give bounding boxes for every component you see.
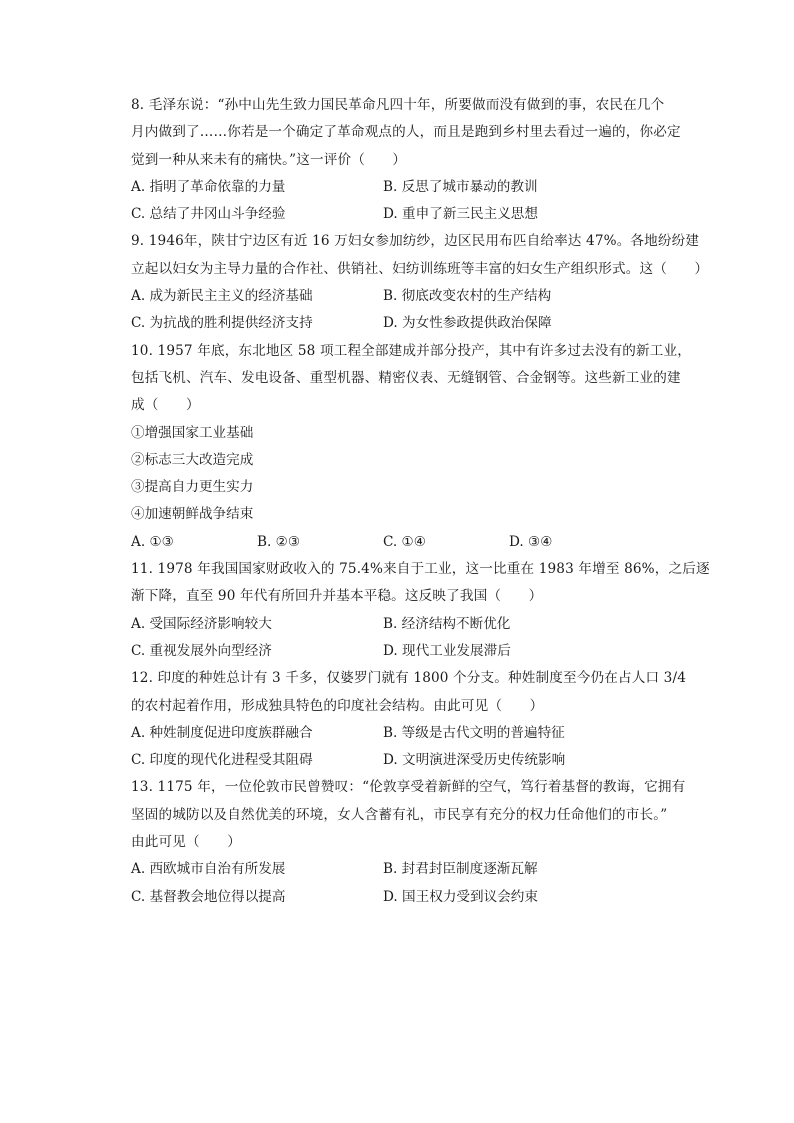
option-b[interactable]: B. 彻底改变农村的生产结构 xyxy=(383,288,552,305)
option-row xyxy=(131,884,691,911)
question-stem-line: 11. 1978 年我国国家财政收入的 75.4%来自于工业，这一比重在 1983 年增至 86%，之后逐 xyxy=(131,561,710,578)
option-a[interactable]: A. ①③ xyxy=(131,533,174,550)
option-c[interactable]: C. 总结了井冈山斗争经验 xyxy=(131,206,286,223)
option-d[interactable]: D. ③④ xyxy=(509,533,553,550)
option-row xyxy=(131,747,691,774)
option-c[interactable]: C. 重视发展外向型经济 xyxy=(131,642,272,659)
question-stem-line: 月内做到了……你若是一个确定了革命观点的人，而且是跑到乡村里去看过一遍的，你必定 xyxy=(131,124,681,141)
question-stem-line: 12. 印度的种姓总计有 3 千多，仅婆罗门就有 1800 个分支。种姓制度至今仍在占人口 3/4 xyxy=(131,670,687,687)
option-row xyxy=(131,310,691,337)
option-row xyxy=(131,638,691,665)
option-b[interactable]: B. 封君封臣制度逐渐瓦解 xyxy=(383,861,538,878)
statement-item: ②标志三大改造完成 xyxy=(131,451,254,468)
option-a[interactable]: A. 种姓制度促进印度族群融合 xyxy=(131,724,313,741)
option-b[interactable]: B. 等级是古代文明的普遍特征 xyxy=(383,724,565,741)
question-13 xyxy=(131,774,691,910)
statement-item: ③提高自力更生实力 xyxy=(131,479,254,496)
option-d[interactable]: D. 为女性参政提供政治保障 xyxy=(383,315,552,332)
option-b[interactable]: B. 反思了城市暴动的教训 xyxy=(383,178,538,195)
option-row xyxy=(131,529,691,556)
option-b[interactable]: B. ②③ xyxy=(257,533,301,550)
question-stem-line: 包括飞机、汽车、发电设备、重型机器、精密仪表、无缝钢管、合金钢等。这些新工业的建 xyxy=(131,369,681,386)
question-stem-line: 立起以妇女为主导力量的合作社、供销社、妇纺训练班等丰富的妇女生产组织形式。这（ ） xyxy=(131,260,709,277)
option-row xyxy=(131,611,691,638)
option-c[interactable]: C. ①④ xyxy=(383,533,426,550)
option-a[interactable]: A. 受国际经济影响较大 xyxy=(131,615,272,632)
option-b[interactable]: B. 经济结构不断优化 xyxy=(383,615,511,632)
question-8 xyxy=(131,92,691,228)
question-stem-line: 10. 1957 年底，东北地区 58 项工程全部建成并部分投产，其中有许多过去没有的新工业， xyxy=(131,342,692,359)
option-row xyxy=(131,283,691,310)
option-c[interactable]: C. 为抗战的胜利提供经济支持 xyxy=(131,315,313,332)
question-stem-line: 觉到一种从来未有的痛快。”这一评价（ ） xyxy=(131,151,407,168)
option-a[interactable]: A. 成为新民主主义的经济基础 xyxy=(131,288,313,305)
option-a[interactable]: A. 指明了革命依靠的力量 xyxy=(131,178,286,195)
question-stem-line: 的农村起着作用，形成独具特色的印度社会结构。由此可见（ ） xyxy=(131,697,544,714)
question-stem-line: 坚固的城防以及自然优美的环境，女人含蓄有礼，市民享有充分的权力任命他们的市长。” xyxy=(131,806,668,823)
option-row xyxy=(131,174,691,201)
option-row xyxy=(131,720,691,747)
option-row xyxy=(131,856,691,883)
question-12 xyxy=(131,665,691,774)
question-11 xyxy=(131,556,710,665)
option-row xyxy=(131,201,691,228)
question-10 xyxy=(131,338,691,556)
statement-item: ④加速朝鲜战争结束 xyxy=(131,506,254,523)
option-d[interactable]: D. 文明演进深受历史传统影响 xyxy=(383,752,566,769)
option-c[interactable]: C. 基督教会地位得以提高 xyxy=(131,888,286,905)
option-d[interactable]: D. 现代工业发展滞后 xyxy=(383,642,511,659)
statement-item: ①增强国家工业基础 xyxy=(131,424,254,441)
question-9 xyxy=(131,228,709,337)
question-stem-line: 由此可见（ ） xyxy=(131,834,241,851)
exam-page xyxy=(131,92,710,911)
question-stem-line: 9. 1946年，陕甘宁边区有近 16 万妇女参加纺纱，边区民用布匹自给率达 47%。各地纷纷建 xyxy=(131,233,700,250)
question-stem-line: 13. 1175 年，一位伦敦市民曾赞叹：“伦敦享受着新鲜的空气，笃行着基督的教诲，它拥有 xyxy=(131,779,686,796)
option-d[interactable]: D. 重申了新三民主义思想 xyxy=(383,206,538,223)
option-c[interactable]: C. 印度的现代化进程受其阻碍 xyxy=(131,752,313,769)
question-stem-line: 渐下降，直至 90 年代有所回升并基本平稳。这反映了我国（ ） xyxy=(131,588,543,605)
option-d[interactable]: D. 国王权力受到议会约束 xyxy=(383,888,538,905)
option-a[interactable]: A. 西欧城市自治有所发展 xyxy=(131,861,286,878)
question-stem-line: 成（ ） xyxy=(131,397,200,414)
question-stem-line: 8. 毛泽东说：“孙中山先生致力国民革命凡四十年，所要做而没有做到的事，农民在几个 xyxy=(131,97,665,113)
